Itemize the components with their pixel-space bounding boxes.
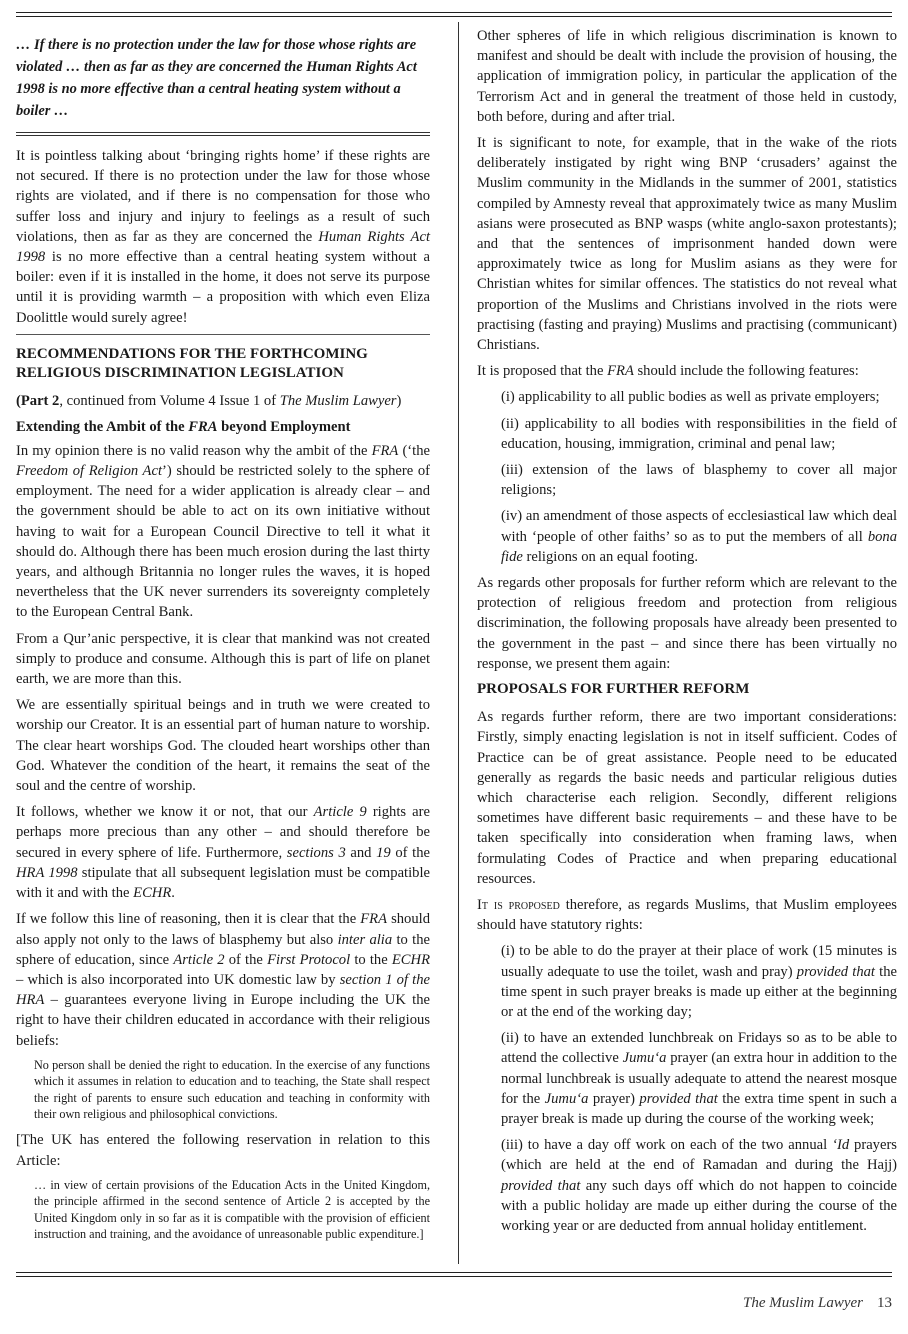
feature-item-3: (iii) extension of the laws of blasphemy to cover all major religions;	[501, 462, 897, 499]
left-column	[16, 26, 430, 1250]
right-paragraph-6: It is proposed therefore, as regards Muslims, that Muslim employees should have statutory rights:	[477, 896, 897, 934]
page-footer	[743, 1295, 892, 1312]
paragraph-5: If we follow this line of reasoning, then it is clear that the FRA should also apply not only to the laws of blasphemy but also inter alia to the sphere of education, since Article 2 of the First Protocol to the ECHR – which is also incorporated into UK domestic law by section 1 of the HRA – guarantees everyone living in Europe including the UK the right to have their children educated in accordance with their religious beliefs:	[16, 911, 430, 1049]
right-paragraph-3: It is proposed that the FRA should include the following features:	[477, 363, 859, 380]
right-paragraph-1: Other spheres of life in which religious discrimination is known to manifest and should be dealt with include the provision of housing, the application of immigration policy, in particular the application of the Terrorism Act and in general the treatment of those held in custody, both before, during and after trial.	[477, 28, 897, 125]
bottom-rule-2	[16, 1276, 892, 1277]
paragraph-3: We are essentially spiritual beings and in truth we were created to worship our Creator. It is an essential part of human nature to worship. The clear heart worships God. The clouded heart worships other than God. Whatever the condition of the heart, it remains the seat of the soul and the centre of worship.	[16, 697, 430, 795]
paragraph-4: It follows, whether we know it or not, that our Article 9 rights are perhaps more precious than any other – and should therefore be secured in every sphere of life. Furthermore, sections 3 and 19 of the HRA 1998 stipulate that all subsequent legislation must be compatible with it and with the ECHR.	[16, 804, 430, 902]
subheading: Extending the Ambit of the FRA beyond Employment	[16, 418, 351, 435]
pull-quote-rule	[16, 132, 430, 136]
right-item-2: (ii) to have an extended lunchbreak on Fridays so as to be able to attend the collective Jumu‘a prayer (an extra hour in addition to the normal lunchbreak is usually adequate to attend the nearest mosque for the Jumu‘a prayer) provided that the extra time spent in such a prayer break is made up during the course of the working week;	[501, 1030, 898, 1127]
right-column	[477, 26, 897, 1242]
page-number: 13	[877, 1295, 892, 1311]
right-item-1: (i) to be able to do the prayer at their place of work (15 minutes is usually adequate to use the toilet, wash and pray) provided that the time spent in such prayer breaks is made up either at the beginning or at the end of the working day;	[501, 943, 897, 1020]
bottom-rule-1	[16, 1272, 892, 1273]
top-rule-1	[16, 12, 892, 13]
section-heading-2: PROPOSALS FOR FURTHER REFORM	[477, 681, 750, 698]
right-paragraph-2: It is significant to note, for example, that in the wake of the riots deliberately instigated by right wing BNP ‘crusaders’ against the Muslim community in the Midlands in the summer of 2001, statistics compiled by Amnesty reveal that approximately twice as many Muslim asians were prosecuted as BNP wasps (white anglo-saxon protestants); and that the sentences of imprisonment handed down were approximately twice as long for Muslim asians as they were for Christian whites for similar offences. The statistics do not reveal what proportion of the Muslims and Christians involved in the riots were practising (fasting and praying) Muslims and practising (communicant) Christians.	[477, 135, 897, 354]
magazine-name: The Muslim Lawyer	[743, 1295, 863, 1311]
section-heading: RECOMMENDATIONS FOR THE FORTHCOMING RELIGIOUS DISCRIMINATION LEGISLATION	[16, 345, 368, 381]
feature-item-2: (ii) applicability to all bodies with responsibilities in the field of education, housing, immigration, criminal and penal law;	[501, 415, 897, 452]
right-paragraph-4: As regards other proposals for further reform which are relevant to the protection of religious freedom and protection from religious discrimination, the following proposals have already been presented to the government in the past – and since there has been virtually no response, we present them again:	[477, 575, 897, 672]
column-divider	[458, 22, 459, 1264]
top-rule-2	[16, 16, 892, 17]
section-rule	[16, 334, 430, 335]
intro-paragraph: It is pointless talking about ‘bringing rights home’ if these rights are not secured. If there is no protection under the law for those whose rights are violated, and if there is no compensation for those who suffer loss and injury and injury to feelings as a result of such violations, then as far as they are concerned the Human Rights Act 1998 is no more effective than a central heating system without a boiler: even if it is installed in the home, it does not serve its purpose until it is providing warmth – a proposition with which even Eliza Doolittle would surely agree!	[16, 148, 430, 326]
paragraph-6: [The UK has entered the following reservation in relation to this Article:	[16, 1132, 430, 1169]
paragraph-2: From a Qur’anic perspective, it is clear that mankind was not created simply to produce and consume. Although this is part of life on planet earth, we are more than this.	[16, 630, 430, 688]
pull-quote: … If there is no protection under the law for those whose rights are violated … then as far as they are concerned the Human Rights Act 1998 is no more effective than a central heating system without a boiler …	[16, 37, 417, 119]
feature-item-4: (iv) an amendment of those aspects of ecclesiastical law which deal with ‘people of other faiths’ so as to put the members of all bona fide religions on an equal footing.	[501, 508, 897, 565]
part-note: (Part 2, continued from Volume 4 Issue 1 of The Muslim Lawyer)	[16, 392, 402, 409]
right-item-3: (iii) to have a day off work on each of the two annual ‘Id prayers (which are held at the end of Ramadan and during the Hajj) provided that any such days off which do not happen to coincide with a public holiday are made up either during the course of the working year or are deducted from annual holiday entitlement.	[501, 1137, 897, 1234]
paragraph-1: In my opinion there is no valid reason why the ambit of the FRA (‘the Freedom of Religion Act’) should be restricted solely to the sphere of employment. The need for a wider application is already clear – and the government should be able to act on its own initiative without having to wait for a European Council Directive to tell it what it should do. Although there has been much erosion during the last thirty years, and although Britannia no longer rules the waves, it is hoped nevertheless that the UK never surrenders its sovereignty completely to the European Central Bank.	[16, 442, 430, 621]
feature-item-1: (i) applicability to all public bodies as well as private employers;	[501, 389, 880, 406]
block-quote-2: … in view of certain provisions of the Education Acts in the United Kingdom, the principle affirmed in the second sentence of Article 2 is accepted by the United Kingdom only in so far as it is compatible with the provision of efficient instruction and training, and the avoidance of unreasonable public expenditure.]	[34, 1177, 430, 1241]
block-quote-1: No person shall be denied the right to education. In the exercise of any functions which it assumes in relation to education and to teaching, the State shall respect the right of parents to ensure such education and teaching in conformity with their own religious and philosophical convictions.	[34, 1057, 430, 1121]
right-paragraph-5: As regards further reform, there are two important considerations: Firstly, simply enacting legislation is not in itself sufficient. Codes of Practice can be of great assistance. People need to be educated generally as regards the basic needs and particular religious duties which characterise each religion. Secondly, different religions sometimes have different basic requirements – and these have to be taken specifically into consideration when framing laws, when formulating Codes of Practice and when preparing educational resources.	[477, 709, 897, 887]
